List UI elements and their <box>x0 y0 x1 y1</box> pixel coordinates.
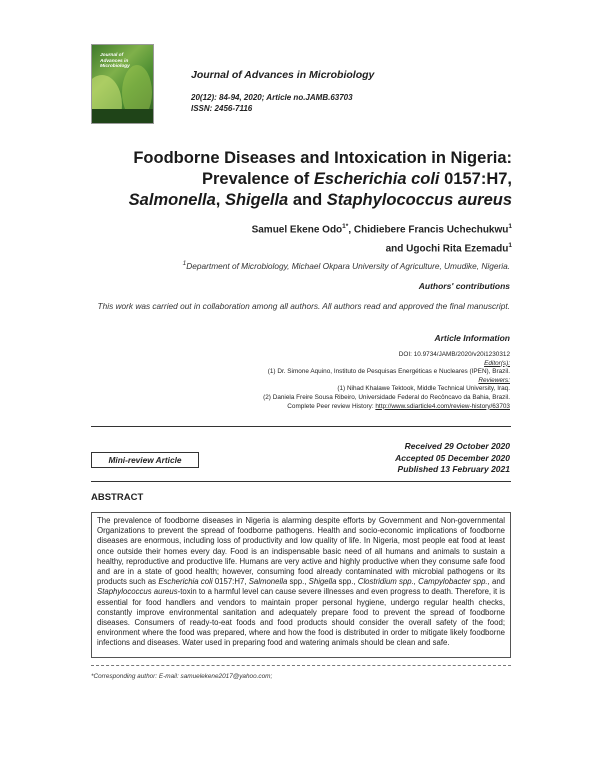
author-1[interactable]: Samuel Ekene Odo <box>251 224 343 236</box>
journal-cover-image <box>91 44 154 124</box>
editors-label: Editor(s): <box>484 359 510 367</box>
cover-band <box>92 109 153 123</box>
cover-title: Journal of Advances in Microbiology <box>100 53 130 69</box>
abstract-heading: ABSTRACT <box>91 492 144 503</box>
reviewers-label: Reviewers: <box>478 376 510 384</box>
author-list: Samuel Ekene Odo$^{1*}$, Chidiebere Francis Uchechukwu$^1$ and Ugochi Rita Ezemadu$^1$ <box>251 223 512 255</box>
contributions-heading: Authors' contributions <box>418 281 510 291</box>
title-line-3: Salmonella, Shigella and Staphylococcus aureus <box>128 191 512 209</box>
corresponding-author: *Corresponding author: E-mail: samuelekene2017@yahoo.com; <box>91 673 273 680</box>
article-type-badge: Mini-review Article <box>91 452 199 468</box>
title-line-2: Prevalence of Escherichia coli 0157:H7, <box>201 170 512 188</box>
accepted-date: Accepted 05 December 2020 <box>395 452 510 463</box>
review-history-link[interactable]: http://www.sdiarticle4.com/review-history/63703 <box>375 402 510 410</box>
abstract-body: The prevalence of foodborne diseases in Nigeria is alarming despite efforts by Government and Non-governmental Organizations to prevent the spread of foodborne pathogens. Health and socio-economic implications of foodborne diseases are enormous, including loss of productivity and low quality of life. In Nigeria, most people eat food at least once outside their homes every day. Food is an indispensable basic need of all humans and animals to sustain a healthy, reproductive and productive life. Humans are very active and highly productive when they consume safe food and are in a state of good health; however, consuming food already contaminated with microbial pathogens or its products such as Escherichia coli 0157:H7, Salmonella spp., Shigella spp., Clostridium spp., Campylobacter spp., and Staphylococcus aureus-toxin to a harmful level can cause severe illnesses and even progress to death. Therefore, it is essential for food handlers and vendors to maintain proper personal hygiene, undergo regular health checks, constantly improve environmental sanitation and adequately prepare food to prevent the spread of foodborne diseases. Consumers of ready-to-eat foods and food products should consider the overall safety of the food; environment where the food was prepared, where and how the food is distributed in order to mitigate likely foodborne infections and diseases. Water used in preparing food and watering animals should be clean and safe. <box>91 512 511 658</box>
doi[interactable]: DOI: 10.9734/JAMB/2020/v20i1230312 <box>398 351 510 358</box>
author-2[interactable]: , Chidiebere Francis Uchechukwu <box>348 224 509 236</box>
reviewer-1: (1) Nihad Khalawe Tektook, Middle Technical University, Iraq. <box>337 385 510 393</box>
author-3[interactable]: and Ugochi Rita Ezemadu <box>385 243 509 255</box>
contributions-text: This work was carried out in collaboration among all authors. All authors read and approved the final manuscript. <box>97 301 510 311</box>
reviewer-2: (2) Daniela Freire Sousa Ribeiro, Universidade Federal do Recôncavo da Bahia, Brazil. <box>263 393 510 401</box>
article-info-heading: Article Information <box>434 333 510 343</box>
published-date: Published 13 February 2021 <box>397 464 510 474</box>
footnote-divider <box>91 665 511 666</box>
affiliation: $^1$Department of Microbiology, Michael Okpara University of Agriculture, Umudike, Nigeria. <box>182 260 510 271</box>
dates <box>300 441 510 476</box>
volume-line: 20(12): 84-94, 2020; Article no.JAMB.63703 <box>191 93 353 102</box>
review-history: Complete Peer review History: http://www.sdiarticle4.com/review-history/63703 <box>287 402 510 410</box>
journal-name: Journal of Advances in Microbiology <box>191 69 375 81</box>
title-line-1: Foodborne Diseases and Intoxication in Nigeria: <box>133 149 512 167</box>
editor-1: (1) Dr. Simone Aquino, Instituto de Pesquisas Energéticas e Nucleares (IPEN), Brazil. <box>267 368 510 376</box>
volume-info <box>191 92 353 114</box>
divider <box>91 426 511 427</box>
divider <box>91 481 511 482</box>
received-date: Received 29 October 2020 <box>404 441 510 451</box>
article-info <box>100 351 510 411</box>
issn-line: ISSN: 2456-7116 <box>191 104 253 113</box>
paper-title <box>60 148 512 211</box>
